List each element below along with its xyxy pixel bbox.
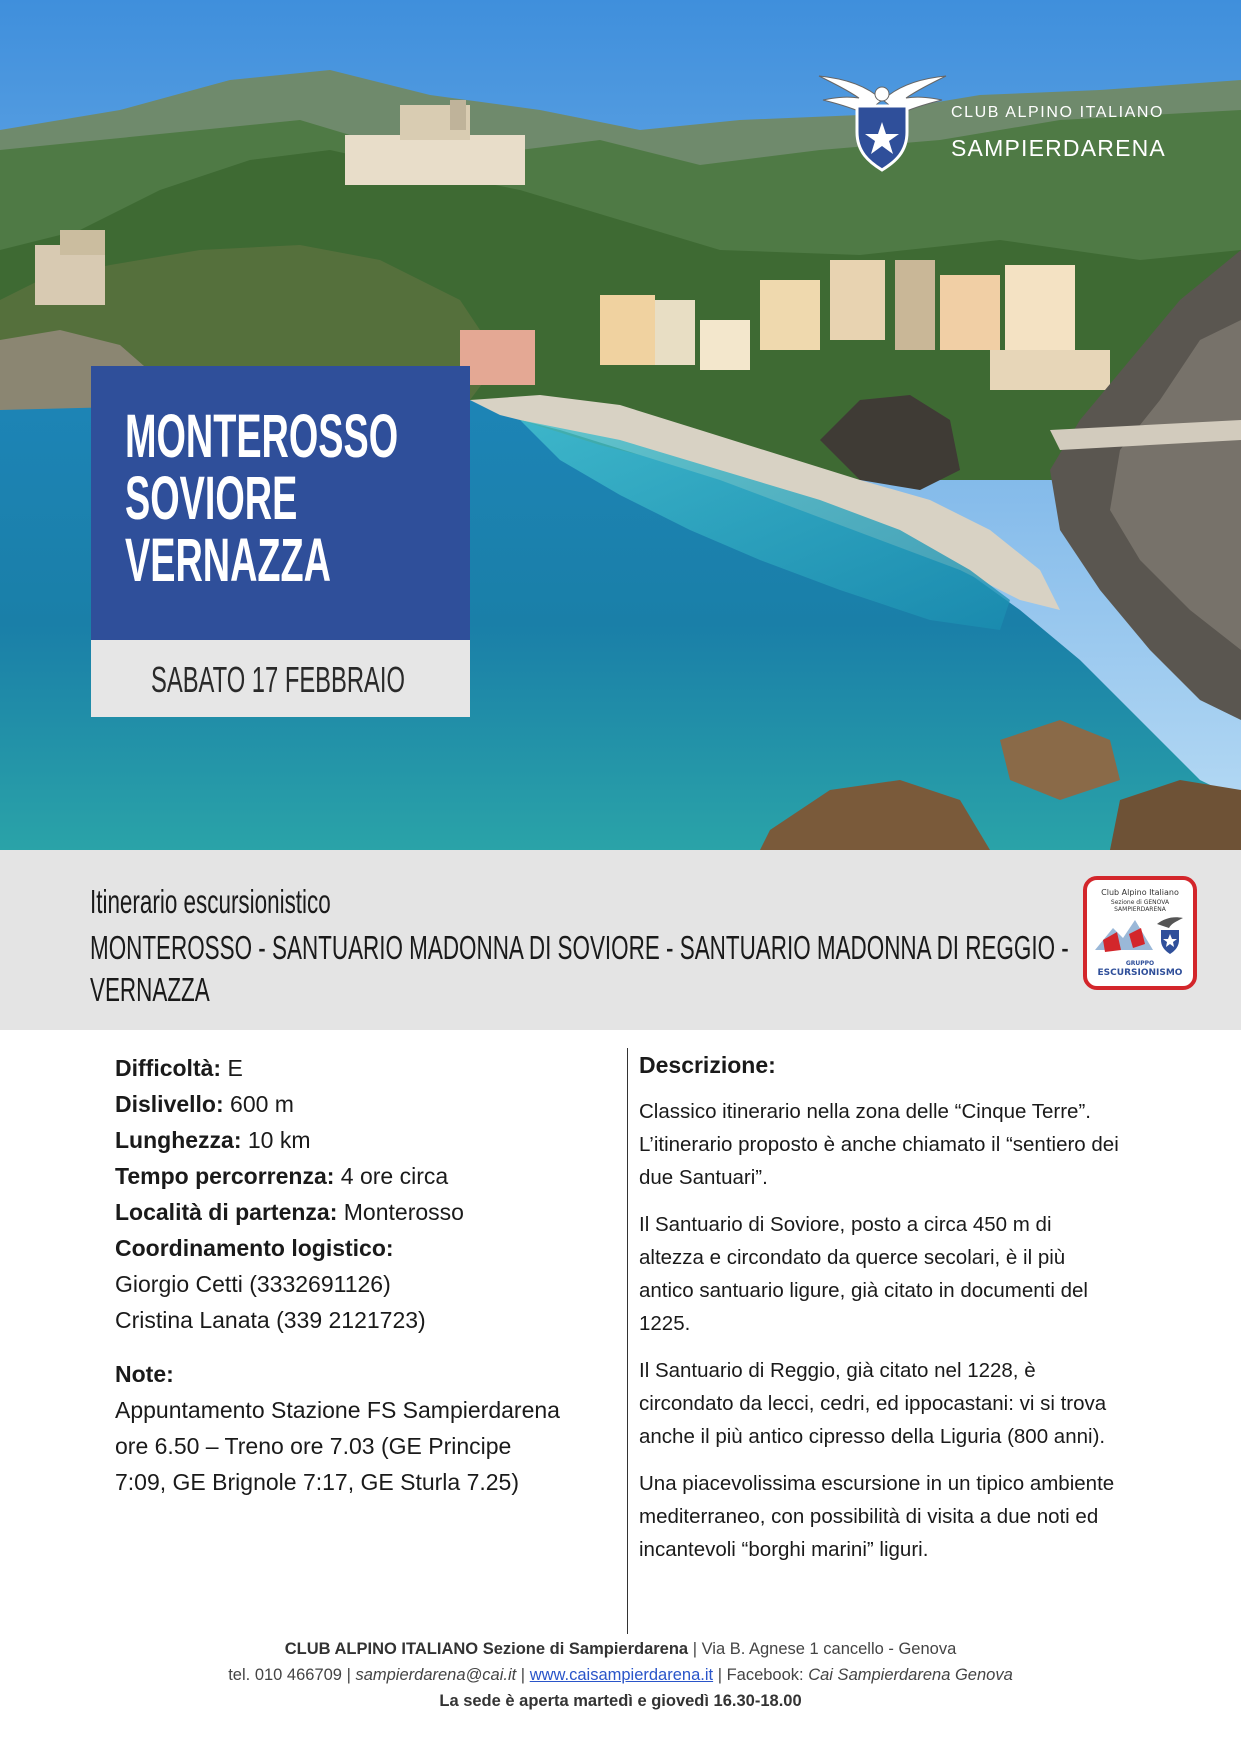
footer-facebook-link[interactable]: Cai Sampierdarena Genova — [808, 1666, 1013, 1684]
description-paragraph: Il Santuario di Soviore, posto a circa 450 m di altezza e circondato da querce secolari, è il più antico santuario ligure, già citato in documenti del 1225. — [639, 1213, 1088, 1335]
coord-row — [115, 1230, 615, 1266]
itinerary-route: MONTEROSSO - SANTUARIO MADONNA DI SOVIORE - SANTUARIO MADONNA DI REGGIO - VERNAZZA — [90, 929, 1069, 1008]
difficulty-row — [115, 1050, 615, 1086]
badge-line2: Sezione di GENOVA SAMPIERDARENA — [1110, 899, 1170, 913]
footer-address: | Via B. Agnese 1 cancello - Genova — [692, 1640, 957, 1658]
mountain-flag-icon — [1095, 910, 1185, 956]
footer-website-link[interactable]: www.caisampierdarena.it — [529, 1666, 714, 1684]
description-paragraph: Una piacevolissima escursione in un tipico ambiente mediterraneo, con possibilità di visita a due noti ed incantevoli “borghi marini” liguri. — [639, 1472, 1115, 1561]
itinerary-label: Itinerario escursionistico — [90, 883, 331, 920]
footer-separator: | — [520, 1666, 526, 1684]
footer-org: CLUB ALPINO ITALIANO Sezione di Sampierdarena — [284, 1640, 689, 1658]
notes-label: Note: — [115, 1361, 174, 1387]
length-value: 10 km — [247, 1127, 311, 1153]
footer-tel: tel. 010 466709 | — [228, 1666, 351, 1684]
title-line-3: VERNAZZA — [125, 526, 331, 594]
description-paragraph: Classico itinerario nella zona delle “Cinque Terre”. L’itinerario proposto è anche chiamato il “sentiero dei due Santuari”. — [639, 1100, 1119, 1189]
elevation-row — [115, 1086, 615, 1122]
hero-photo — [0, 0, 1241, 850]
cai-sampierdarena-logo — [815, 70, 1175, 180]
elevation-label: Dislivello: — [115, 1091, 224, 1117]
time-row — [115, 1158, 615, 1194]
coord-contact-1: Giorgio Cetti (3332691126) — [115, 1271, 391, 1297]
cai-eagle-shield-icon — [815, 70, 950, 180]
event-date: SABATO 17 FEBBRAIO — [151, 659, 405, 700]
start-label: Località di partenza: — [115, 1199, 338, 1225]
title-line-1: MONTEROSSO — [125, 402, 399, 470]
coord-contact-2: Cristina Lanata (339 2121723) — [115, 1307, 426, 1333]
length-label: Lunghezza: — [115, 1127, 242, 1153]
column-divider — [627, 1048, 628, 1634]
length-row — [115, 1122, 615, 1158]
badge-line4: ESCURSIONISMO — [1097, 968, 1183, 978]
time-label: Tempo percorrenza: — [115, 1163, 335, 1189]
difficulty-value: E — [227, 1055, 243, 1081]
gruppo-escursionismo-badge-icon — [1083, 876, 1197, 990]
footer-facebook-label: | Facebook: — [717, 1666, 804, 1684]
footer-line-3 — [0, 1688, 1241, 1714]
time-value: 4 ore circa — [340, 1163, 449, 1189]
brand-line1: CLUB ALPINO ITALIANO — [951, 104, 1165, 121]
footer-email-link[interactable]: sampierdarena@cai.it — [355, 1666, 517, 1684]
notes-text: Appuntamento Stazione FS Sampierdarena ore 6.50 – Treno ore 7.03 (GE Principe 7:09, GE Brignole 7:17, GE Sturla 7.25) — [115, 1397, 560, 1495]
footer — [0, 1636, 1241, 1714]
event-title-box — [91, 366, 470, 640]
elevation-value: 600 m — [230, 1091, 294, 1117]
title-line-2: SOVIORE — [125, 464, 298, 532]
trip-details — [115, 1050, 615, 1500]
footer-hours: La sede è aperta martedì e giovedì 16.30-18.00 — [439, 1692, 802, 1710]
difficulty-label: Difficoltà: — [115, 1055, 222, 1081]
badge-line3: GRUPPO — [1125, 960, 1155, 967]
start-value: Monterosso — [343, 1199, 464, 1225]
footer-line-1 — [0, 1636, 1241, 1662]
description-heading: Descrizione: — [639, 1052, 776, 1078]
badge-line1: Club Alpino Italiano — [1101, 888, 1179, 897]
description — [639, 1049, 1119, 1580]
description-paragraph: Il Santuario di Reggio, già citato nel 1228, è circondato da lecci, cedri, ed ippocastani: vi si trova anche il più antico cipresso della Liguria (800 anni). — [639, 1359, 1107, 1448]
event-date-box — [91, 640, 470, 717]
brand-line2: SAMPIERDARENA — [951, 135, 1166, 161]
footer-line-2 — [0, 1662, 1241, 1688]
itinerary-band — [0, 850, 1241, 1030]
start-row — [115, 1194, 615, 1230]
coord-label: Coordinamento logistico: — [115, 1235, 394, 1261]
